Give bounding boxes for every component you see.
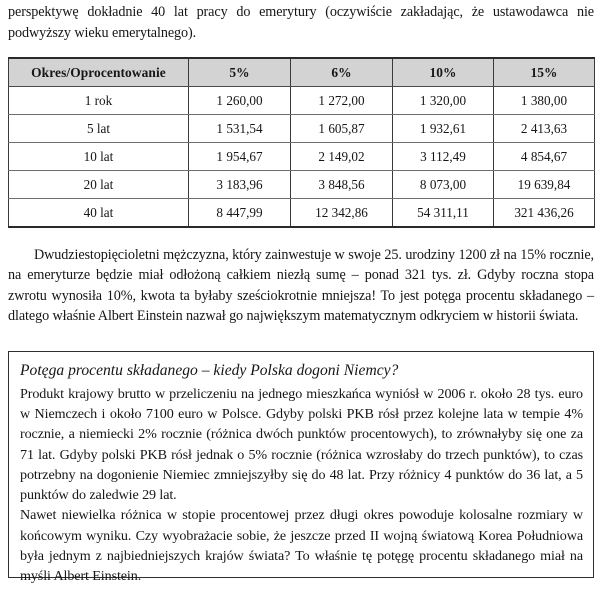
table-cell-value: 4 854,67 <box>494 143 595 171</box>
table-cell-value: 1 272,00 <box>291 87 393 115</box>
table-cell-value: 8 447,99 <box>189 199 291 228</box>
table-cell-value: 1 380,00 <box>494 87 595 115</box>
table-cell-value: 1 932,61 <box>393 115 494 143</box>
table-header-cell-rate-5: 5% <box>189 58 291 87</box>
table-cell-value: 2 149,02 <box>291 143 393 171</box>
table-row <box>9 143 595 171</box>
table-cell-value: 19 639,84 <box>494 171 595 199</box>
table-cell-value: 1 954,67 <box>189 143 291 171</box>
table-cell-value: 1 531,54 <box>189 115 291 143</box>
body-paragraph: Dwudziestopięcioletni mężczyzna, który zainwestuje w swoje 25. urodziny 1200 zł na 15% rocznie, na emeryturze będzie miał odłożoną całkiem niezłą sumę – ponad 321 tys. zł. Gdyby roczna stopa zwrotu wynosiła 10%, kwota ta byłaby sześciokrotnie mniejsza! To jest potęga procentu składanego – dlatego właśnie Albert Einstein nazwał go największym matematycznym odkryciem w historii świata. <box>8 247 594 325</box>
table-cell-value: 2 413,63 <box>494 115 595 143</box>
table-cell-value: 1 260,00 <box>189 87 291 115</box>
table-cell-value: 1 605,87 <box>291 115 393 143</box>
table-row <box>9 115 595 143</box>
table-cell-value: 8 073,00 <box>393 171 494 199</box>
table-header-cell-period: Okres/Oprocentowanie <box>9 58 189 87</box>
table-cell-value: 321 436,26 <box>494 199 595 228</box>
table-cell-period: 1 rok <box>9 87 189 115</box>
callout-paragraph: Produkt krajowy brutto w przeliczeniu na jednego mieszkańca wyniósł w 2006 r. około 28 tys. euro w Niemczech i około 7100 euro w Polsce. Gdyby polski PKB rósł przez kolejne lata w tempie 4% rocznie, a niemiecki 2% rocznie (różnica dwóch punktów procentowych), to zrównałyby się one za 71 lat. Gdyby polski PKB rósł jednak o 5% rocznie (różnica wzrosłaby do trzech punktów), to czas potrzebny na dogonienie Niemiec zmniejszyłby się do 48 lat. Przy różnicy 4 punktów do 36 lat, a 5 punktów do zaledwie 29 lat. <box>20 385 583 504</box>
table-row <box>9 171 595 199</box>
table-cell-value: 12 342,86 <box>291 199 393 228</box>
table-cell-period: 20 lat <box>9 171 189 199</box>
table-cell-value: 1 320,00 <box>393 87 494 115</box>
table-header-row <box>9 58 595 87</box>
table-header-cell-rate-6: 6% <box>291 58 393 87</box>
table-cell-period: 10 lat <box>9 143 189 171</box>
table-header <box>9 58 595 87</box>
table-cell-value: 3 112,49 <box>393 143 494 171</box>
table-header-cell-rate-10: 10% <box>393 58 494 87</box>
callout-title: Potęga procentu składanego – kiedy Polska dogoni Niemcy? <box>20 361 399 379</box>
table-header-cell-rate-15: 15% <box>494 58 595 87</box>
callout-box <box>8 351 594 585</box>
table-row <box>9 87 595 115</box>
compound-interest-table <box>8 57 595 228</box>
table-row <box>9 199 595 228</box>
table-cell-value: 3 183,96 <box>189 171 291 199</box>
table-cell-value: 54 311,11 <box>393 199 494 228</box>
table-cell-period: 40 lat <box>9 199 189 228</box>
table-cell-value: 3 848,56 <box>291 171 393 199</box>
callout-paragraph: Nawet niewielka różnica w stopie procentowej przez długi okres powoduje kolosalne rozmiary w końcowym wyniku. Czy wyobrażacie sobie, że jeszcze przed II wojną światową Korea Południowa była jednym z najbiedniejszych krajów świata? To właśnie tę potęgę procentu składanego miał na myśli Albert Einstein. <box>20 507 583 585</box>
intro-paragraph: perspektywę dokładnie 40 lat pracy do emerytury (oczywiście zakładając, że ustawodawca nie podwyższy wieku emerytalnego). <box>8 4 594 41</box>
table-cell-period: 5 lat <box>9 115 189 143</box>
table-body <box>9 87 595 228</box>
